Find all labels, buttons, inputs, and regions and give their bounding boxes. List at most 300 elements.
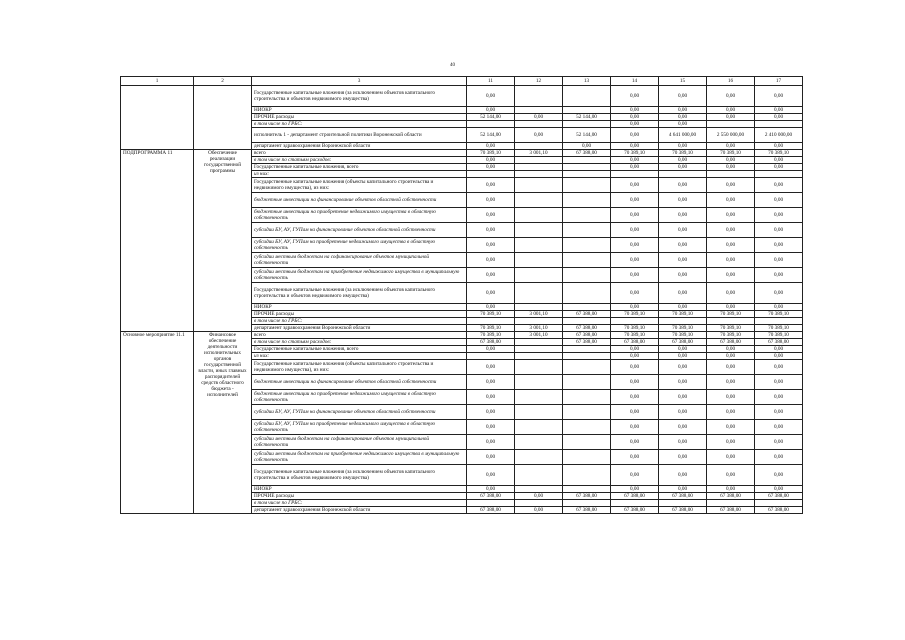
value-cell: 0,00 [467, 304, 515, 311]
value-cell: 67 388,00 [563, 493, 611, 500]
value-cell: 0,00 [467, 86, 515, 107]
expense-item-cell: Государственные капитальные вложения, всего [252, 346, 467, 353]
expense-item-cell: департамент здравоохранения Воронежской области [252, 507, 467, 514]
value-cell [563, 318, 611, 325]
expense-item-cell: бюджетные инвестиции на финансирование объектов областной собственности [252, 375, 467, 390]
value-cell: 0,00 [611, 86, 659, 107]
value-cell: 0,00 [611, 121, 659, 128]
value-cell: 0,00 [467, 143, 515, 150]
value-cell [515, 346, 563, 353]
budget-table [120, 76, 803, 514]
value-cell: 0,00 [659, 208, 707, 223]
value-cell: 0,00 [755, 178, 803, 193]
value-cell [659, 500, 707, 507]
value-cell: 0,00 [611, 114, 659, 121]
value-cell: 0,00 [707, 353, 755, 360]
value-cell: 70 389,10 [755, 311, 803, 318]
value-cell: 70 389,10 [611, 325, 659, 332]
value-cell: 0,00 [659, 238, 707, 253]
value-cell: 0,00 [755, 238, 803, 253]
value-cell [515, 238, 563, 253]
value-cell: 0,00 [467, 405, 515, 420]
value-cell: 67 388,00 [563, 507, 611, 514]
value-cell: 67 388,00 [707, 493, 755, 500]
value-cell [467, 121, 515, 128]
value-cell [515, 268, 563, 283]
value-cell: 0,00 [467, 435, 515, 450]
value-cell: 4 641 000,00 [659, 128, 707, 143]
value-cell [659, 318, 707, 325]
value-cell [563, 360, 611, 375]
value-cell: 0,00 [707, 450, 755, 465]
value-cell [515, 164, 563, 171]
expense-item-cell: ПРОЧИЕ расходы [252, 493, 467, 500]
value-cell: 0,00 [755, 193, 803, 208]
expense-item-cell: НИОКР [252, 107, 467, 114]
value-cell: 0,00 [707, 107, 755, 114]
header-cell: 16 [707, 77, 755, 86]
value-cell: 0,00 [611, 375, 659, 390]
value-cell: 0,00 [467, 360, 515, 375]
value-cell: 0,00 [755, 143, 803, 150]
value-cell [755, 171, 803, 178]
value-cell: 0,00 [611, 304, 659, 311]
header-cell: 1 [121, 77, 194, 86]
value-cell [515, 193, 563, 208]
value-cell: 0,00 [659, 268, 707, 283]
value-cell [755, 500, 803, 507]
value-cell: 0,00 [755, 420, 803, 435]
value-cell [515, 171, 563, 178]
value-cell: 0,00 [611, 283, 659, 304]
table-row [121, 86, 803, 107]
value-cell [611, 500, 659, 507]
value-cell: 0,00 [659, 353, 707, 360]
value-cell: 0,00 [467, 420, 515, 435]
value-cell [563, 107, 611, 114]
value-cell [515, 353, 563, 360]
table-row [121, 332, 803, 339]
value-cell [611, 318, 659, 325]
value-cell: 0,00 [755, 346, 803, 353]
expense-item-cell: в том числе по ГРБС: [252, 318, 467, 325]
value-cell [563, 223, 611, 238]
header-cell: 14 [611, 77, 659, 86]
value-cell: 0,00 [707, 375, 755, 390]
expense-item-cell: субсидии БУ, АУ, ГУПам на приобретение недвижимого имущества в областную собственность [252, 238, 467, 253]
value-cell [563, 405, 611, 420]
value-cell: 0,00 [755, 360, 803, 375]
value-cell: 70 389,10 [467, 150, 515, 157]
value-cell: 70 389,10 [755, 150, 803, 157]
value-cell: 0,00 [755, 435, 803, 450]
value-cell [563, 390, 611, 405]
expense-item-cell: субсидии местным бюджетам на софинансирование объектов муниципальной собственности [252, 253, 467, 268]
value-cell: 0,00 [707, 238, 755, 253]
header-cell: 3 [252, 77, 467, 86]
value-cell: 0,00 [467, 486, 515, 493]
value-cell [515, 420, 563, 435]
value-cell: 0,00 [611, 390, 659, 405]
value-cell [515, 223, 563, 238]
expense-item-cell: ПРОЧИЕ расходы [252, 311, 467, 318]
value-cell: 0,00 [707, 208, 755, 223]
value-cell: 0,00 [707, 164, 755, 171]
value-cell [563, 121, 611, 128]
value-cell: 52 144,00 [563, 128, 611, 143]
header-row [121, 77, 803, 86]
value-cell [515, 121, 563, 128]
value-cell: 67 388,00 [467, 507, 515, 514]
value-cell: 0,00 [659, 375, 707, 390]
value-cell: 0,00 [467, 253, 515, 268]
expense-item-cell: в том числе по статьям расходов: [252, 339, 467, 346]
value-cell [707, 500, 755, 507]
expense-item-cell: Государственные капитальные вложения (объекты капитального строительства и недвижимого имущества), из них: [252, 178, 467, 193]
value-cell: 70 389,10 [659, 325, 707, 332]
value-cell: 67 388,00 [563, 311, 611, 318]
value-cell: 0,00 [707, 405, 755, 420]
value-cell: 0,00 [707, 143, 755, 150]
value-cell: 0,00 [467, 268, 515, 283]
value-cell: 52 144,00 [467, 114, 515, 121]
value-cell: 0,00 [611, 164, 659, 171]
header-cell: 12 [515, 77, 563, 86]
expense-item-cell: в том числе по ГРБС: [252, 500, 467, 507]
value-cell [563, 283, 611, 304]
expense-item-cell: Государственные капитальные вложения (за исключением объектов капитального строительства и объектов недвижимого имущества) [252, 465, 467, 486]
value-cell: 67 388,00 [755, 507, 803, 514]
value-cell: 0,00 [755, 164, 803, 171]
value-cell: 70 389,10 [755, 332, 803, 339]
value-cell: 67 388,00 [659, 507, 707, 514]
page-number: 40 [450, 63, 455, 68]
value-cell: 0,00 [755, 390, 803, 405]
value-cell [515, 304, 563, 311]
expense-item-cell: в том числе по статьям расходов: [252, 157, 467, 164]
value-cell [515, 450, 563, 465]
value-cell: 0,00 [755, 283, 803, 304]
value-cell: 0,00 [659, 114, 707, 121]
expense-item-cell: в том числе по ГРБС: [252, 121, 467, 128]
value-cell: 0,00 [755, 157, 803, 164]
value-cell [515, 360, 563, 375]
header-cell: 13 [563, 77, 611, 86]
value-cell: 0,00 [707, 193, 755, 208]
value-cell: 0,00 [659, 390, 707, 405]
expense-item-cell: ПРОЧИЕ расходы [252, 114, 467, 121]
value-cell [611, 171, 659, 178]
value-cell: 70 389,10 [611, 311, 659, 318]
value-cell [563, 157, 611, 164]
value-cell: 0,00 [659, 465, 707, 486]
value-cell: 3 001,10 [515, 325, 563, 332]
value-cell [515, 375, 563, 390]
value-cell: 0,00 [611, 128, 659, 143]
program-description-cell: Финансовое обеспечение деятельности исполнительных органов государственной власти, иных главных распорядителей средств областного бюджета - исполнителей [194, 332, 252, 514]
value-cell: 0,00 [467, 164, 515, 171]
value-cell [659, 171, 707, 178]
value-cell: 0,00 [659, 107, 707, 114]
value-cell: 0,00 [611, 223, 659, 238]
expense-item-cell: субсидии местным бюджетам на приобретение недвижимого имущества в муниципальную собственность [252, 450, 467, 465]
value-cell: 52 144,00 [467, 128, 515, 143]
value-cell: 0,00 [659, 405, 707, 420]
value-cell: 0,00 [755, 268, 803, 283]
value-cell: 0,00 [659, 164, 707, 171]
value-cell [563, 465, 611, 486]
value-cell [515, 157, 563, 164]
value-cell [755, 121, 803, 128]
value-cell: 0,00 [707, 157, 755, 164]
value-cell: 0,00 [611, 143, 659, 150]
value-cell: 0,00 [707, 360, 755, 375]
value-cell: 2 410 000,00 [755, 128, 803, 143]
value-cell: 70 389,10 [611, 150, 659, 157]
value-cell: 0,00 [611, 420, 659, 435]
value-cell: 0,00 [707, 346, 755, 353]
value-cell: 0,00 [755, 304, 803, 311]
expense-item-cell: субсидии местным бюджетам на софинансирование объектов муниципальной собственности [252, 435, 467, 450]
expense-item-cell: бюджетные инвестиции на финансирование объектов областной собственности [252, 193, 467, 208]
value-cell [515, 178, 563, 193]
value-cell: 0,00 [659, 86, 707, 107]
value-cell: 0,00 [515, 493, 563, 500]
value-cell: 0,00 [707, 114, 755, 121]
value-cell [563, 420, 611, 435]
header-cell: 2 [194, 77, 252, 86]
program-description-cell: Обеспечение реализации государственной программы [194, 150, 252, 332]
value-cell: 0,00 [755, 107, 803, 114]
value-cell: 0,00 [467, 178, 515, 193]
value-cell: 0,00 [707, 465, 755, 486]
value-cell: 0,00 [611, 353, 659, 360]
value-cell: 0,00 [611, 238, 659, 253]
value-cell: 0,00 [755, 86, 803, 107]
value-cell: 0,00 [467, 107, 515, 114]
value-cell [563, 86, 611, 107]
expense-item-cell: Государственные капитальные вложения (объекты капитального строительства и недвижимого имущества), из них: [252, 360, 467, 375]
value-cell: 70 389,10 [707, 150, 755, 157]
value-cell: 0,00 [707, 268, 755, 283]
value-cell: 0,00 [659, 223, 707, 238]
value-cell: 70 389,10 [659, 332, 707, 339]
value-cell: 0,00 [611, 157, 659, 164]
value-cell [515, 500, 563, 507]
value-cell: 67 388,00 [659, 493, 707, 500]
value-cell [563, 353, 611, 360]
value-cell: 0,00 [707, 86, 755, 107]
value-cell: 0,00 [755, 253, 803, 268]
value-cell: 0,00 [707, 304, 755, 311]
value-cell: 0,00 [659, 346, 707, 353]
value-cell: 67 388,00 [563, 339, 611, 346]
value-cell: 67 388,00 [563, 150, 611, 157]
value-cell: 0,00 [611, 268, 659, 283]
value-cell [515, 405, 563, 420]
value-cell: 0,00 [659, 435, 707, 450]
value-cell: 0,00 [659, 157, 707, 164]
value-cell: 0,00 [659, 450, 707, 465]
value-cell: 0,00 [755, 375, 803, 390]
header-cell: 11 [467, 77, 515, 86]
value-cell [563, 268, 611, 283]
value-cell: 0,00 [467, 208, 515, 223]
expense-item-cell: субсидии местным бюджетам на приобретение недвижимого имущества в муниципальную собственность [252, 268, 467, 283]
expense-item-cell: НИОКР [252, 304, 467, 311]
value-cell: 0,00 [659, 304, 707, 311]
value-cell [467, 171, 515, 178]
value-cell [563, 164, 611, 171]
value-cell [563, 435, 611, 450]
value-cell: 0,00 [707, 253, 755, 268]
expense-item-cell: исполнитель 1 - департамент строительной политики Воронежской области [252, 128, 467, 143]
value-cell [515, 107, 563, 114]
value-cell [515, 318, 563, 325]
value-cell: 0,00 [707, 178, 755, 193]
value-cell: 0,00 [755, 223, 803, 238]
value-cell: 0,00 [659, 178, 707, 193]
value-cell: 3 001,10 [515, 150, 563, 157]
value-cell: 0,00 [707, 223, 755, 238]
value-cell: 3 001,10 [515, 311, 563, 318]
value-cell: 0,00 [611, 465, 659, 486]
value-cell: 0,00 [611, 178, 659, 193]
value-cell: 0,00 [467, 346, 515, 353]
value-cell [563, 208, 611, 223]
value-cell [515, 253, 563, 268]
value-cell: 0,00 [563, 143, 611, 150]
value-cell [563, 375, 611, 390]
value-cell [563, 178, 611, 193]
value-cell [467, 500, 515, 507]
value-cell [563, 450, 611, 465]
value-cell: 0,00 [659, 253, 707, 268]
header-cell: 15 [659, 77, 707, 86]
value-cell: 0,00 [755, 450, 803, 465]
value-cell: 0,00 [611, 253, 659, 268]
expense-item-cell: из них: [252, 353, 467, 360]
value-cell: 0,00 [467, 465, 515, 486]
value-cell: 0,00 [611, 208, 659, 223]
expense-item-cell: всего [252, 332, 467, 339]
value-cell [467, 353, 515, 360]
value-cell: 0,00 [467, 193, 515, 208]
value-cell: 0,00 [467, 450, 515, 465]
expense-item-cell: всего [252, 150, 467, 157]
value-cell [515, 208, 563, 223]
value-cell: 67 388,00 [563, 332, 611, 339]
value-cell: 0,00 [611, 486, 659, 493]
value-cell: 0,00 [515, 114, 563, 121]
value-cell: 0,00 [707, 283, 755, 304]
value-cell: 70 389,10 [467, 325, 515, 332]
value-cell: 70 389,10 [467, 311, 515, 318]
value-cell: 70 389,10 [707, 325, 755, 332]
value-cell: 0,00 [659, 486, 707, 493]
value-cell [563, 346, 611, 353]
value-cell: 0,00 [755, 465, 803, 486]
value-cell: 67 388,00 [707, 507, 755, 514]
value-cell [515, 339, 563, 346]
value-cell: 0,00 [707, 390, 755, 405]
value-cell: 0,00 [611, 435, 659, 450]
expense-item-cell: из них: [252, 171, 467, 178]
value-cell: 52 144,00 [563, 114, 611, 121]
value-cell [563, 253, 611, 268]
value-cell: 67 388,00 [659, 339, 707, 346]
value-cell [515, 390, 563, 405]
value-cell: 0,00 [611, 107, 659, 114]
value-cell: 0,00 [707, 486, 755, 493]
value-cell: 0,00 [755, 486, 803, 493]
value-cell: 0,00 [467, 223, 515, 238]
value-cell: 0,00 [755, 208, 803, 223]
value-cell: 0,00 [467, 238, 515, 253]
value-cell: 67 388,00 [611, 507, 659, 514]
value-cell [467, 318, 515, 325]
value-cell: 0,00 [659, 193, 707, 208]
program-name-cell: Основное мероприятие 11.1 [121, 332, 194, 514]
value-cell: 0,00 [707, 435, 755, 450]
expense-item-cell: департамент здравоохранения Воронежской области [252, 325, 467, 332]
value-cell: 0,00 [467, 157, 515, 164]
value-cell: 67 388,00 [707, 339, 755, 346]
value-cell: 0,00 [611, 360, 659, 375]
expense-item-cell: Государственные капитальные вложения, всего [252, 164, 467, 171]
value-cell: 0,00 [515, 128, 563, 143]
expense-item-cell: субсидии БУ, АУ, ГУПам на приобретение недвижимого имущества в областную собственность [252, 420, 467, 435]
value-cell [707, 121, 755, 128]
value-cell: 0,00 [467, 375, 515, 390]
value-cell: 0,00 [659, 283, 707, 304]
value-cell: 0,00 [755, 114, 803, 121]
expense-item-cell: бюджетные инвестиции на приобретение недвижимого имущества в областную собственность [252, 390, 467, 405]
value-cell [515, 486, 563, 493]
value-cell [515, 143, 563, 150]
expense-item-cell: Государственные капитальные вложения (за исключением объектов капитального строительства и объектов недвижимого имущества) [252, 283, 467, 304]
value-cell: 70 389,10 [755, 325, 803, 332]
value-cell [563, 171, 611, 178]
value-cell: 2 550 000,00 [707, 128, 755, 143]
value-cell: 0,00 [467, 283, 515, 304]
value-cell [563, 304, 611, 311]
value-cell: 67 388,00 [467, 493, 515, 500]
value-cell: 0,00 [515, 507, 563, 514]
value-cell: 67 388,00 [563, 325, 611, 332]
value-cell [563, 238, 611, 253]
value-cell: 0,00 [611, 193, 659, 208]
table-row [121, 150, 803, 157]
header-cell: 17 [755, 77, 803, 86]
value-cell: 3 001,10 [515, 332, 563, 339]
value-cell: 0,00 [611, 405, 659, 420]
value-cell [515, 86, 563, 107]
expense-item-cell: субсидии БУ, АУ, ГУПам на финансирование объектов областной собственности [252, 223, 467, 238]
program-name-cell: ПОДПРОГРАММА 11 [121, 150, 194, 332]
value-cell: 0,00 [659, 420, 707, 435]
value-cell: 67 388,00 [467, 339, 515, 346]
value-cell: 70 389,10 [611, 332, 659, 339]
value-cell: 67 388,00 [611, 493, 659, 500]
value-cell: 0,00 [611, 450, 659, 465]
value-cell [707, 318, 755, 325]
value-cell [515, 283, 563, 304]
expense-item-cell: Государственные капитальные вложения (за исключением объектов капитального строительства и объектов недвижимого имущества) [252, 86, 467, 107]
value-cell: 70 389,10 [659, 150, 707, 157]
program-description-cell [194, 86, 252, 150]
value-cell: 0,00 [611, 346, 659, 353]
